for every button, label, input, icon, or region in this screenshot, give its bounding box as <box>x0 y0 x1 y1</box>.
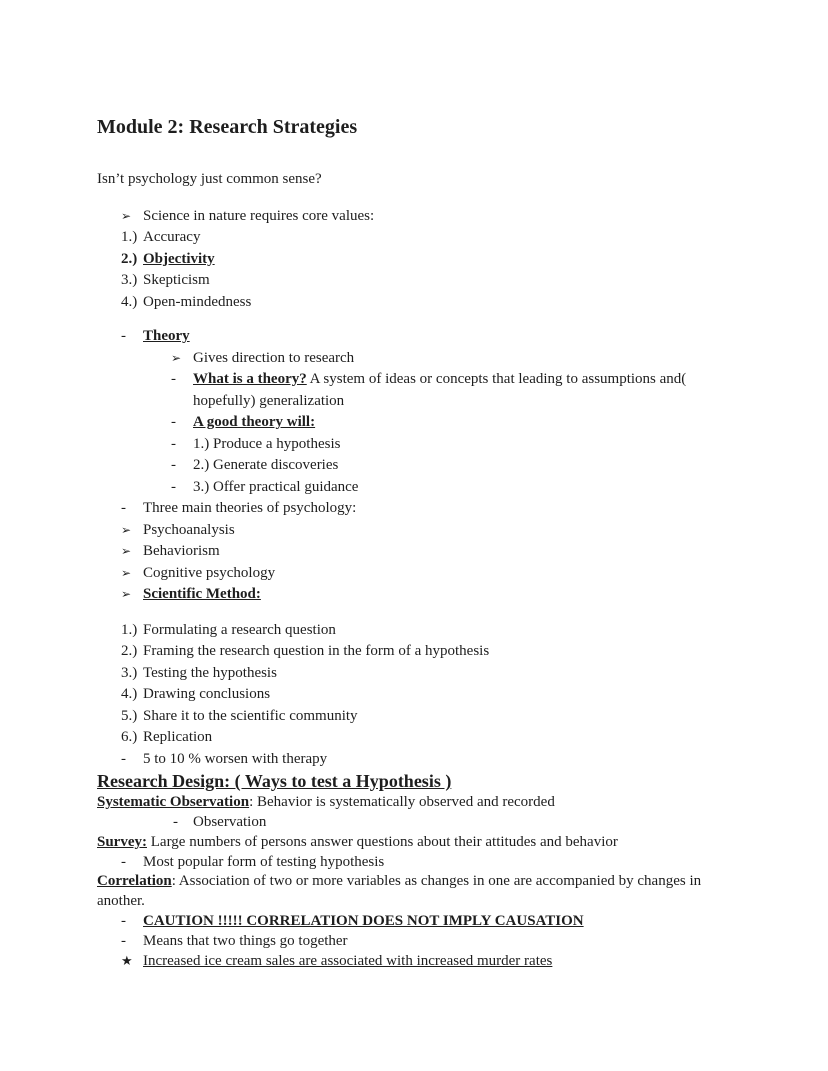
dash-bullet-icon: - <box>121 500 126 517</box>
text-segment: another. <box>97 893 145 910</box>
arrow-bullet-icon: ➢ <box>121 565 132 580</box>
text-segment: What is a theory? <box>193 371 307 388</box>
text-segment: 2.) Generate discoveries <box>193 457 339 474</box>
doc-line <box>97 749 733 771</box>
text-segment: Accuracy <box>143 229 201 246</box>
vertical-space <box>97 606 733 620</box>
list-number: 2.) <box>121 643 138 660</box>
doc-line <box>97 369 733 391</box>
text-segment: Survey: <box>97 833 147 850</box>
text-segment: Testing the hypothesis <box>143 664 277 681</box>
doc-line <box>97 455 733 477</box>
text-segment: Behaviorism <box>143 543 220 560</box>
dash-bullet-icon: - <box>171 414 176 431</box>
doc-line <box>97 270 733 292</box>
text-segment: Formulating a research question <box>143 621 336 638</box>
text-segment: : Association of two or more variables as changes in one are accompanied by changes in <box>171 873 702 890</box>
dash-bullet-icon: - <box>173 814 178 831</box>
text-segment: Research Design: ( Ways to test a Hypothesis ) <box>97 771 452 792</box>
dash-bullet-icon: - <box>121 328 126 345</box>
text-segment: : Behavior is systematically observed and recorded <box>249 794 555 811</box>
doc-line <box>97 932 733 952</box>
doc-paragraph <box>97 170 733 190</box>
text-segment: Replication <box>143 729 213 746</box>
doc-line <box>97 498 733 520</box>
doc-line <box>97 584 733 606</box>
text-segment: Science in nature requires core values: <box>143 207 375 224</box>
text-segment: Framing the research question in the form of a hypothesis <box>143 643 490 660</box>
doc-line <box>97 292 733 314</box>
text-segment: Increased ice cream sales are associated with increased murder rates <box>143 952 553 969</box>
doc-line <box>97 477 733 499</box>
doc-line <box>97 620 733 642</box>
text-segment: Gives direction to research <box>193 349 355 366</box>
text-segment: Cognitive psychology <box>143 564 276 581</box>
text-segment: Share it to the scientific community <box>143 707 358 724</box>
arrow-bullet-icon: ➢ <box>121 587 132 602</box>
doc-line <box>97 412 733 434</box>
text-segment: 3.) Offer practical guidance <box>193 478 359 495</box>
vertical-space <box>97 140 733 170</box>
text-segment: Observation <box>193 814 267 831</box>
text-segment: Correlation <box>97 873 172 890</box>
dash-bullet-icon: - <box>121 750 126 767</box>
dash-bullet-icon: - <box>121 932 126 949</box>
dash-bullet-icon: - <box>121 853 126 870</box>
text-segment: hopefully) generalization <box>193 392 345 409</box>
dash-bullet-icon: - <box>171 478 176 495</box>
list-number: 3.) <box>121 664 138 681</box>
text-segment: Module 2: Research Strategies <box>97 116 358 138</box>
text-segment: Three main theories of psychology: <box>143 500 357 517</box>
text-segment: Objectivity <box>143 250 215 267</box>
doc-line <box>97 227 733 249</box>
arrow-bullet-icon: ➢ <box>121 544 132 559</box>
doc-line <box>97 541 733 563</box>
arrow-bullet-icon: ➢ <box>121 522 132 537</box>
doc-line <box>97 520 733 542</box>
text-segment: Theory <box>143 328 190 345</box>
list-number: 2.) <box>121 250 138 267</box>
doc-line <box>97 684 733 706</box>
vertical-space <box>97 313 733 326</box>
doc-line <box>97 563 733 585</box>
section-heading <box>97 770 733 793</box>
arrow-bullet-icon: ➢ <box>171 350 182 365</box>
dash-bullet-icon: - <box>171 435 176 452</box>
doc-paragraph <box>97 793 733 813</box>
doc-line <box>97 952 733 972</box>
list-number: 4.) <box>121 293 138 310</box>
star-bullet-icon: ★ <box>121 953 133 969</box>
dash-bullet-icon: - <box>121 913 126 930</box>
text-segment: Means that two things go together <box>143 932 348 949</box>
doc-line <box>97 727 733 749</box>
text-segment: A good theory will: <box>193 414 316 431</box>
doc-line <box>97 326 733 348</box>
doc-line <box>97 853 733 873</box>
doc-line <box>97 641 733 663</box>
text-segment: 1.) Produce a hypothesis <box>193 435 341 452</box>
text-segment: Systematic Observation <box>97 794 250 811</box>
doc-line <box>97 912 733 932</box>
doc-paragraph <box>97 892 733 912</box>
vertical-space <box>97 190 733 206</box>
text-segment: Large numbers of persons answer questions about their attitudes and behavior <box>147 833 618 850</box>
text-segment: A system of ideas or concepts that leading to assumptions and( <box>306 371 687 388</box>
text-segment: Psychoanalysis <box>143 521 235 538</box>
list-number: 6.) <box>121 729 138 746</box>
document-content <box>97 114 733 971</box>
list-number: 4.) <box>121 686 138 703</box>
list-number: 1.) <box>121 621 138 638</box>
list-number: 1.) <box>121 229 138 246</box>
doc-line <box>97 391 733 413</box>
doc-paragraph <box>97 833 733 853</box>
text-segment: CAUTION !!!!! CORRELATION DOES NOT IMPLY CAUSATION <box>143 913 584 930</box>
text-segment: 5 to 10 % worsen with therapy <box>143 750 328 767</box>
list-number: 3.) <box>121 272 138 289</box>
dash-bullet-icon: - <box>171 371 176 388</box>
doc-paragraph <box>97 872 733 892</box>
doc-line <box>97 706 733 728</box>
text-segment: Most popular form of testing hypothesis <box>143 853 385 870</box>
doc-line <box>97 348 733 370</box>
text-segment: Scientific Method: <box>143 586 261 603</box>
doc-line <box>97 206 733 228</box>
doc-line <box>97 813 733 833</box>
dash-bullet-icon: - <box>171 457 176 474</box>
text-segment: Drawing conclusions <box>143 686 271 703</box>
doc-line <box>97 663 733 685</box>
doc-title <box>97 114 733 140</box>
text-segment: Skepticism <box>143 272 210 289</box>
text-segment: Open-mindedness <box>143 293 252 310</box>
doc-line <box>97 249 733 271</box>
list-number: 5.) <box>121 707 138 724</box>
doc-line <box>97 434 733 456</box>
text-segment: Isn’t psychology just common sense? <box>97 171 322 187</box>
arrow-bullet-icon: ➢ <box>121 208 132 223</box>
